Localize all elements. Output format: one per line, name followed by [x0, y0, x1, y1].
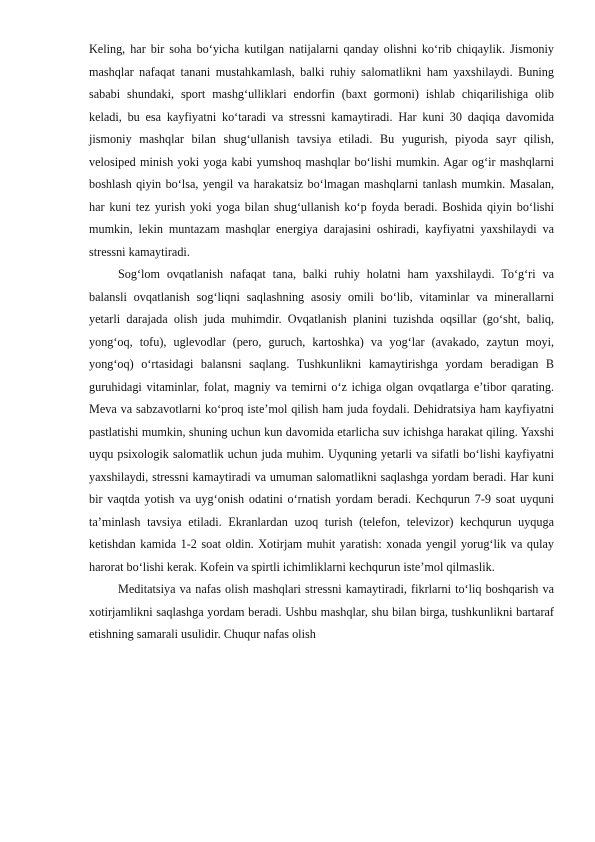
paragraph-nutrition-sleep: Sogʻlom ovqatlanish nafaqat tana, balki ruhiy holatni ham yaxshilaydi. Toʻgʻri va balansli ovqatlanish sogʻliqni saqlashning asosiy omili boʻlib, vitaminlar va minerallarni yetarli darajada olish juda muhimdir. Ovqatlanish planini tuzishda oqsillar (goʻsht, baliq, yongʻoq, tofu), uglevodlar (pero, guruch, kartoshka) va yogʻlar (avakado, zaytun moyi, yongʻoq) oʻrtasidagi balansni saqlang. Tushkunlikni kamaytirishga yordam beradigan B guruhidagi vitaminlar, folat, magniy va temirni oʻz ichiga olgan ovqatlarga eʼtibor qarating. Meva va sabzavotlarni koʻproq isteʼmol qilish ham juda foydali. Dehidratsiya ham kayfiyatni pastlatishi mumkin, shuning uchun kun davomida etarlicha suv ichishga harakat qiling. Yaxshi uyqu psixologik salomatlik uchun juda muhim. Uyquning yetarli va sifatli boʻlishi kayfiyatni yaxshilaydi, stressni kamaytiradi va umuman salomatlikni saqlashga yordam beradi. Har kuni bir vaqtda yotish va uygʻonish odatini oʻrnatish yordam beradi. Kechqurun 7-9 soat uyquni taʼminlash tavsiya etiladi. Ekranlardan uzoq turish (telefon, televizor) kechqurun uyquga ketishdan kamida 1-2 soat oldin. Xotirjam muhit yaratish: xonada yengil yorugʻlik va qulay harorat boʻlishi kerak. Kofein va spirtli ichimliklarni kechqurun isteʼmol qilmaslik. — [89, 267, 554, 574]
paragraph-meditation: Meditatsiya va nafas olish mashqlari stressni kamaytiradi, fikrlarni toʻliq boshqarish va xotirjamlikni saqlashga yordam beradi. Ushbu mashqlar, shu bilan birga, tushkunlikni bartaraf etishning samarali usulidir. Chuqur nafas olish — [89, 582, 554, 641]
document-page — [89, 38, 554, 646]
paragraph-exercise: Keling, har bir soha boʻyicha kutilgan natijalarni qanday olishni koʻrib chiqaylik. Jismoniy mashqlar nafaqat tanani mustahkamlash, balki ruhiy salomatlikni ham yaxshilaydi. Buning sababi shundaki, sport mashgʻulliklari endorfin (baxt gormoni) ishlab chiqarilishiga olib keladi, bu esa kayfiyatni koʻtaradi va stressni kamaytiradi. Har kuni 30 daqiqa davomida jismoniy mashqlar bilan shugʻullanish tavsiya etiladi. Bu yugurish, piyoda sayr qilish, velosiped minish yoki yoga kabi yumshoq mashqlar boʻlishi mumkin. Agar ogʻir mashqlarni boshlash qiyin boʻlsa, yengil va harakatsiz boʻlmagan mashqlarni tanlash mumkin. Masalan, har kuni tez yurish yoki yoga bilan shugʻullanish koʻp foyda beradi. Boshida qiyin boʻlishi mumkin, lekin muntazam mashqlar energiya darajasini oshiradi, kayfiyatni yaxshilaydi va stressni kamaytiradi. — [89, 42, 554, 259]
